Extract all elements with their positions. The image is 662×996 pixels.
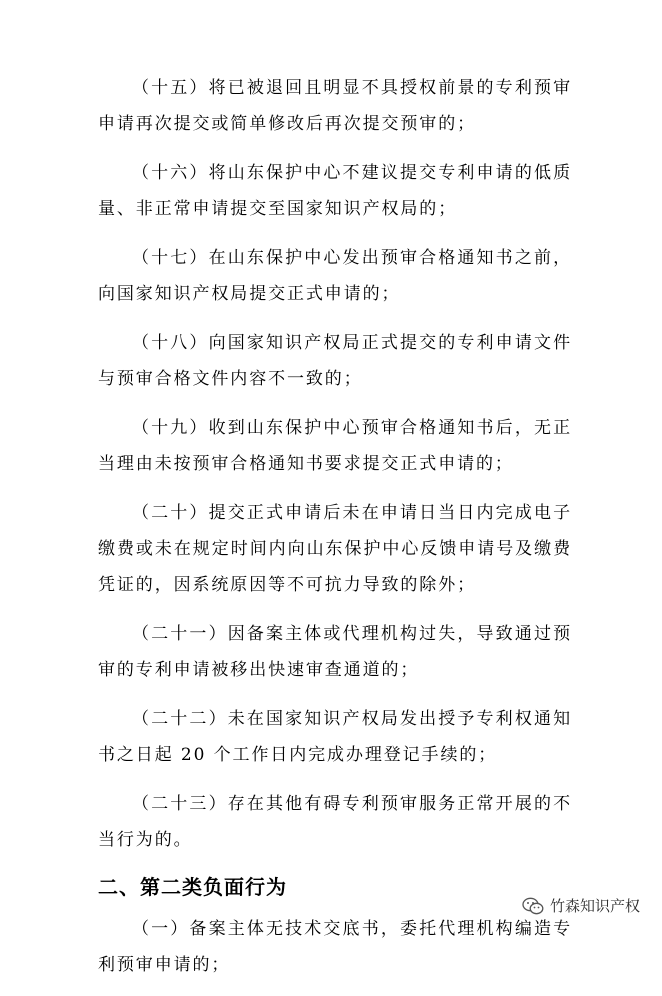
watermark-text: 竹森知识产权: [549, 897, 640, 915]
clause-15: （十五）将已被退回且明显不具授权前景的专利预审申请再次提交或简单修改后再次提交预审的；: [98, 78, 572, 134]
clause-19: （十九）收到山东保护中心预审合格通知书后，无正当理由未按预审合格通知书要求提交正式申请的；: [98, 418, 572, 474]
document-body: [98, 70, 572, 996]
clause-18: （十八）向国家知识产权局正式提交的专利申请文件与预审合格文件内容不一致的；: [98, 333, 572, 389]
clause-23: （二十三）存在其他有碍专利预审服务正常开展的不当行为的。: [98, 794, 572, 850]
section-clause-1: （一）备案主体无技术交底书，委托代理机构编造专利预审申请的；: [98, 919, 572, 975]
clause-20: （二十）提交正式申请后未在申请日当日内完成电子缴费或未在规定时间内向山东保护中心反馈申请号及缴费凭证的，因系统原因等不可抗力导致的除外；: [98, 503, 572, 595]
clause-17: （十七）在山东保护中心发出预审合格通知书之前，向国家知识产权局提交正式申请的；: [98, 248, 572, 304]
clause-16: （十六）将山东保护中心不建议提交专利申请的低质量、非正常申请提交至国家知识产权局的；: [98, 163, 572, 219]
clause-22: （二十二）未在国家知识产权局发出授予专利权通知书之日起 20 个工作日内完成办理登记手续的；: [98, 709, 572, 765]
watermark: [522, 895, 640, 916]
clause-21: （二十一）因备案主体或代理机构过失，导致通过预审的专利申请被移出快速审查通道的；: [98, 624, 572, 680]
section-heading: 二、第二类负面行为: [98, 875, 287, 899]
wechat-icon: [522, 897, 544, 915]
